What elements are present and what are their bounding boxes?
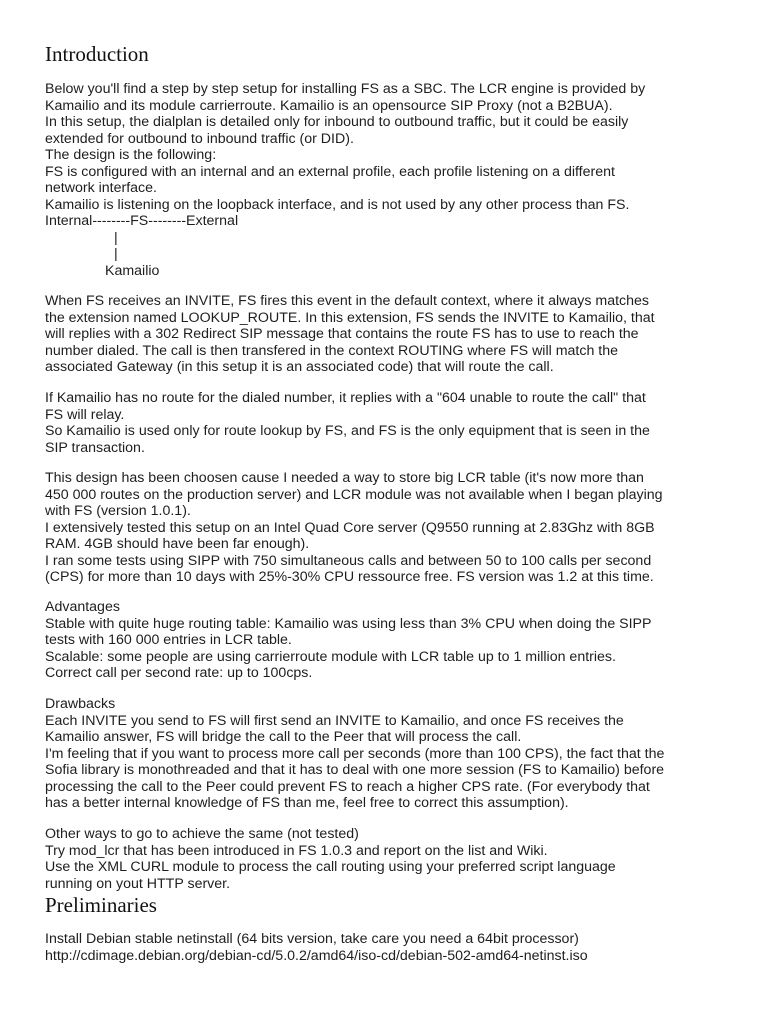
heading-introduction: Introduction bbox=[45, 42, 149, 66]
preliminaries-url: http://cdimage.debian.org/debian-cd/5.0.2/amd64/iso-cd/debian-502-amd64-netinst.iso bbox=[45, 947, 588, 964]
other-ways-heading: Other ways to go to achieve the same (not tested) bbox=[45, 826, 359, 842]
diagram-top-line: Internal--------FS--------External bbox=[45, 213, 239, 229]
drawbacks-line: has a better internal knowledge of FS than me, feel free to correct this assumption). bbox=[45, 795, 569, 811]
paragraph-line: FS will relay. bbox=[45, 406, 125, 423]
diagram-pipe: | bbox=[114, 246, 118, 262]
paragraph-line: will replies with a 302 Redirect SIP message that contains the route FS has to use to reach the bbox=[45, 326, 639, 342]
paragraph-line: (CPS) for more than 10 days with 25%-30% CPU ressource free. FS version was 1.2 at this time. bbox=[45, 569, 654, 585]
intro-line: FS is configured with an internal and an external profile, each profile listening on a different bbox=[45, 163, 615, 180]
advantages-heading: Advantages bbox=[45, 599, 120, 615]
drawbacks-heading: Drawbacks bbox=[45, 696, 116, 712]
preliminaries-line: Install Debian stable netinstall (64 bits version, take care you need a 64bit processor) bbox=[45, 931, 579, 947]
intro-line: The design is the following: bbox=[45, 147, 217, 163]
drawbacks-line: I'm feeling that if you want to process more call per seconds (more than 100 CPS), the fact that the bbox=[45, 745, 665, 762]
paragraph-line: RAM. 4GB should have been far enough). bbox=[45, 536, 310, 552]
intro-line: network interface. bbox=[45, 180, 157, 196]
paragraph-line: SIP transaction. bbox=[45, 439, 145, 456]
diagram-pipe: | bbox=[114, 229, 118, 246]
intro-line: Kamailio and its module carrierroute. Kamailio is an opensource SIP Proxy (not a B2BUA). bbox=[45, 97, 613, 114]
paragraph-line: I ran some tests using SIPP with 750 simultaneous calls and between 50 to 100 calls per second bbox=[45, 552, 652, 569]
advantages-line: Correct call per second rate: up to 100cps. bbox=[45, 665, 313, 681]
advantages-line: Stable with quite huge routing table: Kamailio was using less than 3% CPU when doing the SIPP bbox=[45, 615, 652, 632]
other-ways-line: Use the XML CURL module to process the call routing using your preferred script language bbox=[45, 859, 616, 875]
paragraph-line: This design has been choosen cause I needed a way to store big LCR table (it's now more than bbox=[45, 470, 644, 486]
intro-line: extended for outbound to inbound traffic (or DID). bbox=[45, 130, 354, 147]
paragraph-line: number dialed. The call is then transfered in the context ROUTING where FS will match the bbox=[45, 342, 619, 359]
paragraph-line: associated Gateway (in this setup it is an associated code) that will route the call. bbox=[45, 359, 554, 375]
drawbacks-line: Kamailio answer, FS will bridge the call to the Peer that will process the call. bbox=[45, 729, 522, 745]
paragraph-line: I extensively tested this setup on an Intel Quad Core server (Q9550 running at 2.83Ghz with 8GB bbox=[45, 519, 655, 536]
intro-line: Below you'll find a step by step setup for installing FS as a SBC. The LCR engine is provided by bbox=[45, 81, 646, 97]
paragraph-line: When FS receives an INVITE, FS fires this event in the default context, where it always matches bbox=[45, 293, 650, 309]
paragraph-line: If Kamailio has no route for the dialed number, it replies with a "604 unable to route the call" that bbox=[45, 390, 646, 406]
heading-preliminaries: Preliminaries bbox=[45, 893, 157, 917]
paragraph-line: 450 000 routes on the production server) and LCR module was not available when I began playing bbox=[45, 486, 663, 503]
paragraph-line: the extension named LOOKUP_ROUTE. In this extension, FS sends the INVITE to Kamailio, that bbox=[45, 309, 655, 326]
other-ways-line: Try mod_lcr that has been introduced in FS 1.0.3 and report on the list and Wiki. bbox=[45, 842, 548, 859]
paragraph-line: So Kamailio is used only for route lookup by FS, and FS is the only equipment that is seen in the bbox=[45, 423, 650, 439]
drawbacks-line: Each INVITE you send to FS will first send an INVITE to Kamailio, and once FS receives the bbox=[45, 712, 624, 729]
advantages-line: Scalable: some people are using carrierroute module with LCR table up to 1 million entries. bbox=[45, 648, 616, 665]
intro-line: Kamailio is listening on the loopback interface, and is not used by any other process than FS. bbox=[45, 196, 630, 213]
diagram-kamailio-label: Kamailio bbox=[105, 262, 160, 279]
drawbacks-line: Sofia library is monothreaded and that it has to deal with one more session (FS to Kamailio) before bbox=[45, 762, 665, 778]
intro-line: In this setup, the dialplan is detailed only for inbound to outbound traffic, but it could be easily bbox=[45, 114, 629, 130]
drawbacks-line: processing the call to the Peer could prevent FS to reach a higher CPS rate. (For everybody that bbox=[45, 778, 650, 795]
other-ways-line: running on yout HTTP server. bbox=[45, 875, 231, 892]
advantages-line: tests with 160 000 entries in LCR table. bbox=[45, 632, 292, 648]
paragraph-line: with FS (version 1.0.1). bbox=[45, 503, 191, 519]
